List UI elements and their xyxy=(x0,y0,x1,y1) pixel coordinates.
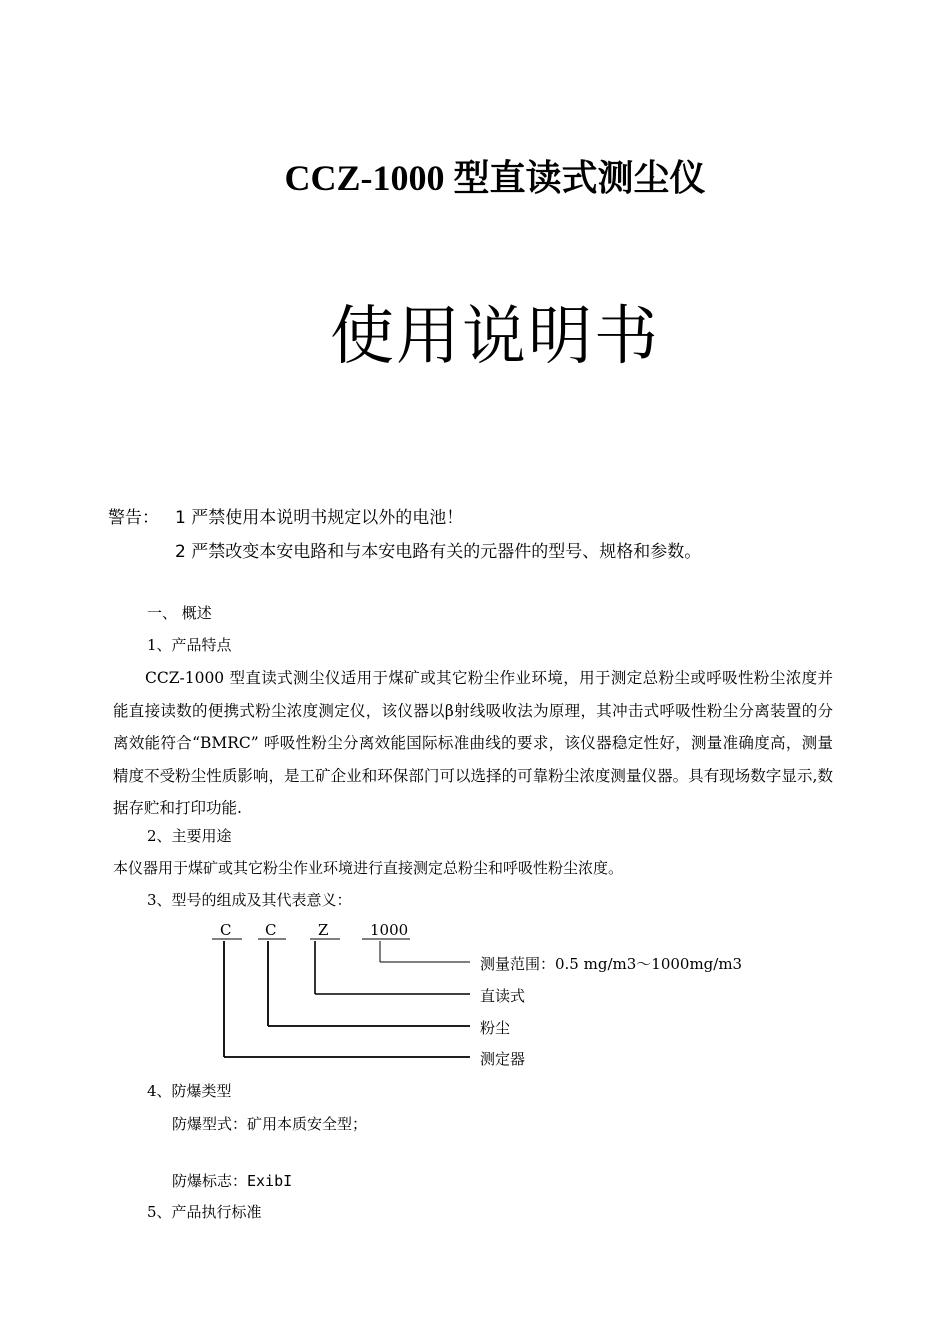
model-code-c2: C xyxy=(265,921,277,939)
subheading-features: 1、产品特点 xyxy=(147,636,232,654)
model-meaning-range: 测量范围：0.5 mg/m3～1000mg/m3 xyxy=(480,955,743,973)
subheading-explosion-type: 4、防爆类型 xyxy=(147,1082,232,1100)
model-meaning-dust: 粉尘 xyxy=(480,1019,511,1037)
model-meaning-meter: 测定器 xyxy=(480,1050,526,1068)
features-paragraph: CCZ-1000 型直读式测尘仪适用于煤矿或其它粉尘作业环境，用于测定总粉尘或呼吸性粉尘浓度并能直接读数的便携式粉尘浓度测定仪，该仪器以β射线吸收法为原理，其冲击式呼吸性粉尘分离装置的分离效能符合“BMRC” 呼吸性粉尘分离效能国际标准曲线的要求，该仪器稳定性好，测量准确度高，测量精度不受粉尘性质影响，是工矿企业和环保部门可以选择的可靠粉尘浓度测量仪器。具有现场数字显示,数据存贮和打印功能. xyxy=(113,669,833,817)
subheading-standard: 5、产品执行标准 xyxy=(147,1203,262,1221)
model-meaning-direct-reading: 直读式 xyxy=(480,987,526,1005)
explosion-protection-mark: 防爆标志：ExibI xyxy=(172,1172,293,1190)
explosion-protection-type: 防爆型式：矿用本质安全型； xyxy=(172,1115,368,1133)
model-code-1000: 1000 xyxy=(370,921,409,939)
warning-item-2: 2 严禁改变本安电路和与本安电路有关的元器件的型号、规格和参数。 xyxy=(175,542,702,562)
uses-paragraph: 本仪器用于煤矿或其它粉尘作业环境进行直接测定总粉尘和呼吸性粉尘浓度。 xyxy=(113,859,624,877)
warning-label: 警告： xyxy=(108,508,159,528)
document-title: CCZ-1000 型直读式测尘仪 xyxy=(284,158,706,198)
subheading-uses: 2、主要用途 xyxy=(147,827,232,845)
model-code-c1: C xyxy=(220,921,232,939)
model-code-z: Z xyxy=(318,921,329,939)
document-subtitle: 使用说明书 xyxy=(330,300,660,374)
warning-item-1: 1 严禁使用本说明书规定以外的电池！ xyxy=(175,508,464,528)
subheading-model: 3、型号的组成及其代表意义： xyxy=(147,891,352,909)
section-heading-overview: 一、 概述 xyxy=(147,604,212,622)
